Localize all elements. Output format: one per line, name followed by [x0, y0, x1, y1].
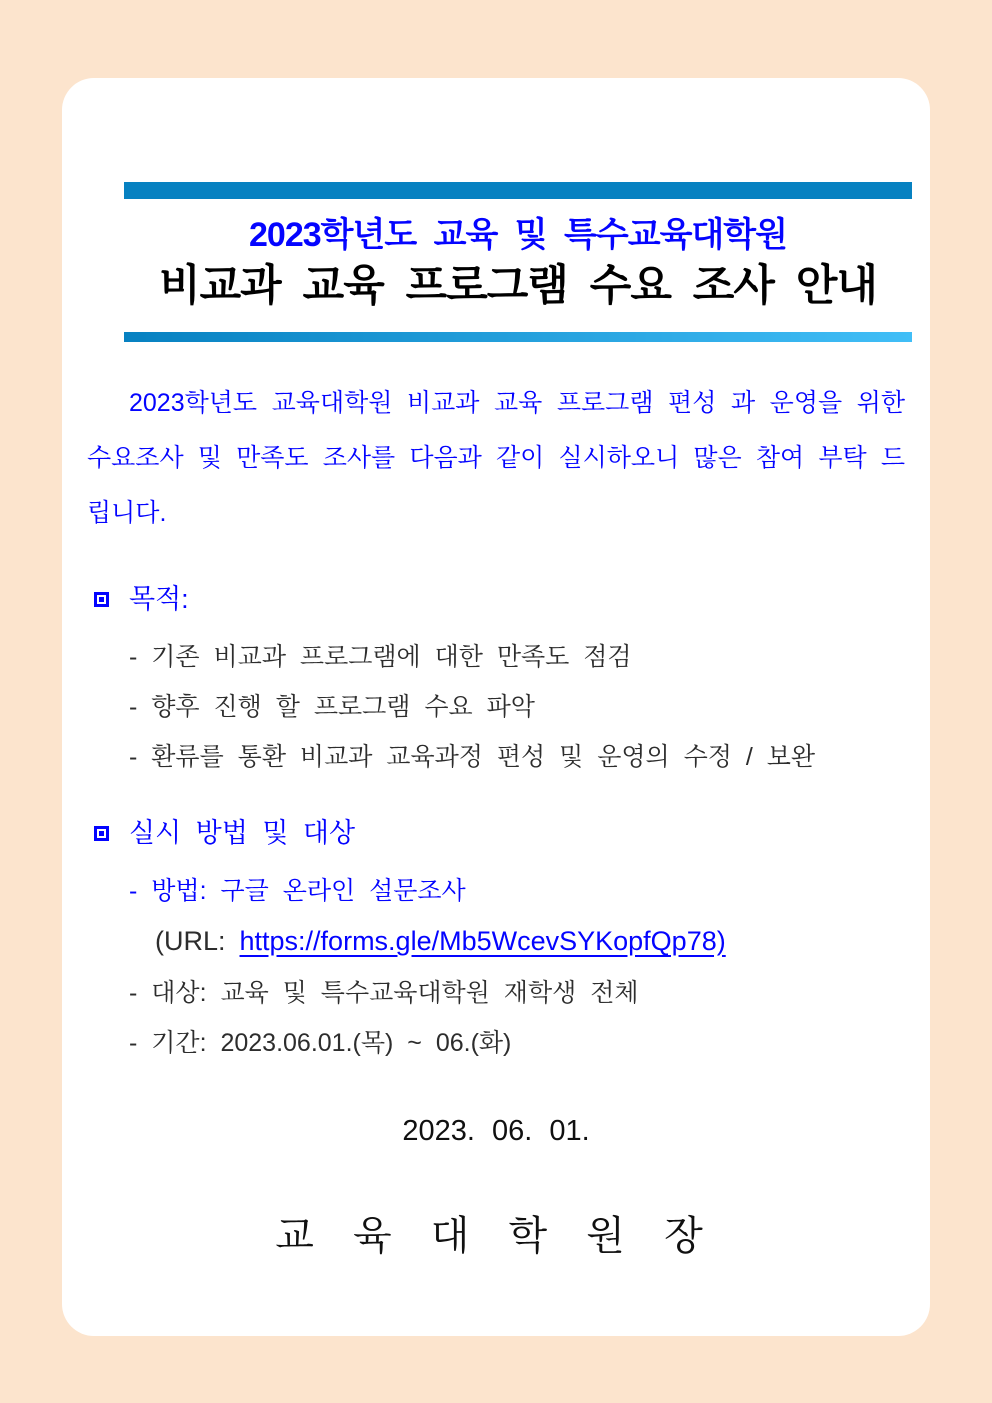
header-accent-bar-bottom — [124, 332, 912, 342]
signature: 교 육 대 학 원 장 — [275, 1214, 717, 1258]
purpose-item: - 향후 진행 할 프로그램 수요 파악 — [129, 693, 535, 721]
purpose-heading-label: 목적: — [129, 584, 189, 614]
square-bullet-icon — [94, 826, 109, 841]
notice-subtitle: 2023학년도 교육 및 특수교육대학원 — [249, 216, 787, 254]
notice-title: 비교과 교육 프로그램 수요 조사 안내 — [159, 262, 877, 310]
title-block — [124, 182, 912, 342]
purpose-section-heading — [87, 583, 905, 615]
square-bullet-icon — [94, 592, 109, 607]
survey-url-link[interactable]: https://forms.gle/Mb5WcevSYKopfQp78) — [239, 926, 726, 956]
url-label: (URL: — [155, 926, 226, 956]
purpose-item: - 환류를 통환 비교과 교육과정 편성 및 운영의 수정 / 보완 — [129, 743, 816, 771]
method-section-heading — [87, 817, 905, 849]
target-line: - 대상: 교육 및 특수교육대학원 재학생 전체 — [129, 979, 639, 1007]
issue-date: 2023. 06. 01. — [402, 1115, 590, 1147]
url-line — [87, 925, 905, 957]
period-line: - 기간: 2023.06.01.(목) ~ 06.(화) — [129, 1029, 512, 1057]
method-heading-label: 실시 방법 및 대상 — [129, 818, 356, 848]
header-accent-bar-top — [124, 182, 912, 199]
method-line: - 방법: 구글 온라인 설문조사 — [129, 877, 466, 905]
intro-paragraph: 2023학년도 교육대학원 비교과 교육 프로그램 편성 과 운영을 위한 수요조사 및 만족도 조사를 다음과 같이 실시하오니 많은 참여 부탁 드립니다. — [87, 389, 905, 527]
notice-card — [62, 78, 930, 1336]
purpose-item: - 기존 비교과 프로그램에 대한 만족도 점검 — [129, 643, 632, 671]
notice-body — [62, 376, 930, 1261]
